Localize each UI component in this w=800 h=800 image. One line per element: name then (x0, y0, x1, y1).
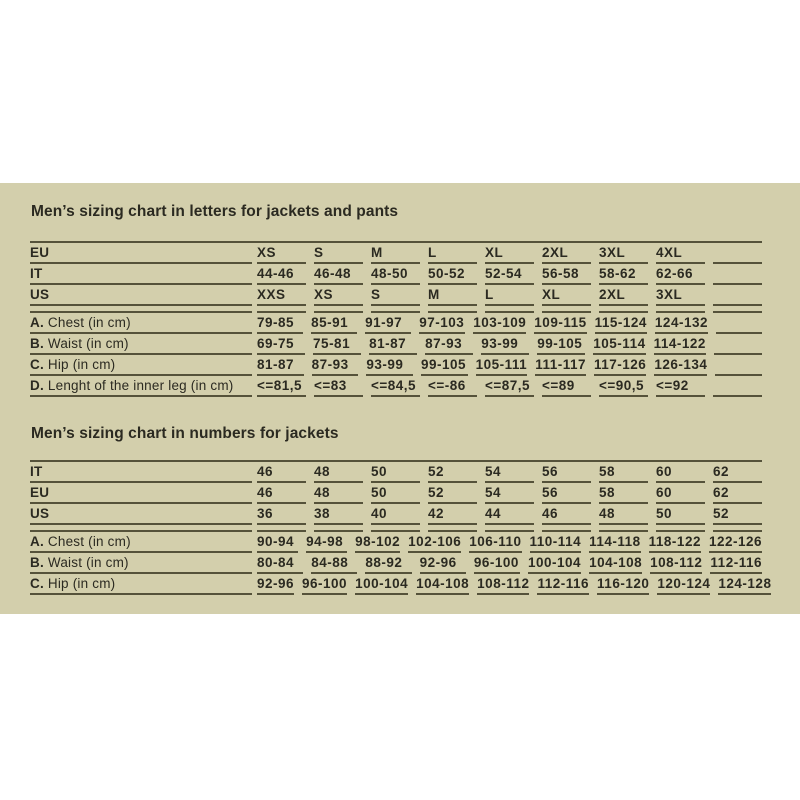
measurement-value-cell: 112-116 (537, 574, 589, 595)
measurement-value-cell: 111-117 (535, 355, 586, 376)
region-label: US (30, 504, 252, 525)
size-value-cell: 46 (542, 504, 591, 525)
size-value-cell: 54 (485, 462, 534, 483)
size-value-cell: 48 (314, 462, 363, 483)
size-value-cell: 50 (371, 462, 420, 483)
numbers-chart-title: Men’s sizing chart in numbers for jackets (31, 425, 339, 442)
size-value-cell: 50 (371, 483, 420, 504)
size-value-cell: 50 (656, 504, 705, 525)
measurement-row (30, 532, 762, 553)
measurement-value-cell: 75-81 (313, 334, 361, 355)
measurement-name: Waist (in cm) (47, 555, 129, 570)
measurement-value-cell: 93-99 (481, 334, 529, 355)
size-value-cell: XXS (257, 285, 306, 306)
measurement-label (30, 313, 252, 334)
measurement-value-cell: 112-116 (710, 553, 762, 574)
size-value-cell: L (485, 285, 534, 306)
measurement-value-cell: 92-96 (257, 574, 294, 595)
measurement-row (30, 574, 772, 595)
measurement-value-cell: 104-108 (589, 553, 642, 574)
size-value-cell: 62 (713, 483, 762, 504)
measurement-value-cell: <=89 (542, 376, 591, 397)
measurement-value-cell: 102-106 (408, 532, 461, 553)
measurement-value-cell: 108-112 (650, 553, 702, 574)
size-value-cell: M (371, 243, 420, 264)
size-value-cell: 62 (713, 462, 762, 483)
size-value-cell: XL (542, 285, 591, 306)
size-value-cell: 44-46 (257, 264, 306, 285)
measurement-letter: A. (30, 534, 44, 549)
measurement-value-cell: 94-98 (306, 532, 347, 553)
measurement-name: Hip (in cm) (47, 576, 116, 591)
measurement-value-cell: 100-104 (528, 553, 581, 574)
size-value-cell: 58-62 (599, 264, 648, 285)
size-value-cell: XS (314, 285, 363, 306)
sizing-chart-panel (0, 183, 800, 614)
size-value-cell: S (314, 243, 363, 264)
measurement-value-cell: 69-75 (257, 334, 305, 355)
measurement-value-cell: 84-88 (311, 553, 357, 574)
size-value-cell: 52 (428, 483, 477, 504)
measurement-value-cell: 88-92 (365, 553, 411, 574)
size-value-cell: 52 (713, 504, 762, 525)
measurement-value-cell: 98-102 (355, 532, 400, 553)
measurement-label (30, 376, 252, 397)
measurement-row (30, 313, 762, 334)
measurement-value-cell: 108-112 (477, 574, 529, 595)
size-code-row (30, 483, 762, 504)
size-value-cell: 58 (599, 483, 648, 504)
measurement-label (30, 355, 252, 376)
size-code-row (30, 462, 762, 483)
size-value-cell: 36 (257, 504, 306, 525)
size-value-cell: 62-66 (656, 264, 705, 285)
measurement-label (30, 574, 252, 595)
size-code-row (30, 264, 762, 285)
size-value-cell: 48 (599, 504, 648, 525)
measurement-value-cell: 110-114 (530, 532, 582, 553)
size-code-row (30, 504, 762, 525)
measurement-value-cell: 100-104 (355, 574, 408, 595)
measurement-value-cell: <=87,5 (485, 376, 534, 397)
measurement-value-cell: 87-93 (312, 355, 359, 376)
measurement-label (30, 532, 252, 553)
size-value-cell (713, 285, 762, 306)
measurement-value-cell: 114-122 (654, 334, 706, 355)
measurement-value-cell: 122-126 (709, 532, 762, 553)
measurement-value-cell: 116-120 (597, 574, 649, 595)
measurement-name: Hip (in cm) (47, 357, 116, 372)
measurement-letter: B. (30, 555, 44, 570)
measurement-value-cell: <=81,5 (257, 376, 306, 397)
measurement-value-cell (715, 355, 762, 376)
measurement-value-cell: 124-128 (718, 574, 771, 595)
measurement-value-cell: 81-87 (369, 334, 417, 355)
measurement-value-cell: 103-109 (473, 313, 526, 334)
region-label: US (30, 285, 252, 306)
size-value-cell: 3XL (656, 285, 705, 306)
measurement-value-cell: 104-108 (416, 574, 469, 595)
measurement-value-cell (713, 376, 762, 397)
measurement-name: Waist (in cm) (47, 336, 129, 351)
size-value-cell: 50-52 (428, 264, 477, 285)
measurement-value-cell: 79-85 (257, 313, 303, 334)
measurement-value-cell: 81-87 (257, 355, 304, 376)
measurement-value-cell: <=90,5 (599, 376, 648, 397)
size-value-cell: 4XL (656, 243, 705, 264)
size-value-cell: 52-54 (485, 264, 534, 285)
measurement-value-cell: <=-86 (428, 376, 477, 397)
measurement-value-cell: 109-115 (534, 313, 586, 334)
size-value-cell: 56-58 (542, 264, 591, 285)
size-value-cell (713, 243, 762, 264)
size-value-cell: 2XL (542, 243, 591, 264)
letters-chart-title: Men’s sizing chart in letters for jackets and pants (31, 203, 399, 220)
size-value-cell: 46 (257, 483, 306, 504)
size-value-cell: 54 (485, 483, 534, 504)
measurement-label (30, 334, 252, 355)
size-value-cell: 2XL (599, 285, 648, 306)
measurement-value-cell: 99-105 (421, 355, 468, 376)
size-value-cell: M (428, 285, 477, 306)
size-value-cell: 46-48 (314, 264, 363, 285)
size-value-cell: 48 (314, 483, 363, 504)
size-value-cell: 60 (656, 462, 705, 483)
size-value-cell: 44 (485, 504, 534, 525)
measurement-value-cell: 117-126 (594, 355, 646, 376)
measurement-value-cell: <=92 (656, 376, 705, 397)
size-value-cell: 52 (428, 462, 477, 483)
measurement-value-cell: 91-97 (365, 313, 411, 334)
region-label: EU (30, 243, 252, 264)
measurement-value-cell (716, 313, 762, 334)
measurement-name: Lenght of the inner leg (in cm) (47, 378, 234, 393)
size-code-row (30, 243, 762, 264)
measurement-value-cell: 120-124 (657, 574, 710, 595)
measurement-value-cell: 124-132 (655, 313, 708, 334)
size-value-cell: 48-50 (371, 264, 420, 285)
measurement-value-cell: 106-110 (469, 532, 521, 553)
measurement-letter: A. (30, 315, 44, 330)
measurement-value-cell (714, 334, 762, 355)
size-value-cell: 42 (428, 504, 477, 525)
measurement-letter: C. (30, 576, 44, 591)
measurement-value-cell: 85-91 (311, 313, 357, 334)
measurement-value-cell: 115-124 (595, 313, 647, 334)
measurement-row (30, 334, 762, 355)
measurement-value-cell: 80-84 (257, 553, 303, 574)
measurement-value-cell: 118-122 (649, 532, 701, 553)
region-label: IT (30, 264, 252, 285)
measurement-name: Chest (in cm) (47, 315, 131, 330)
measurement-name: Chest (in cm) (47, 534, 131, 549)
region-label: EU (30, 483, 252, 504)
measurement-value-cell: 105-111 (476, 355, 528, 376)
size-value-cell: 3XL (599, 243, 648, 264)
measurement-row (30, 355, 762, 376)
measurement-row (30, 376, 762, 397)
size-value-cell: XL (485, 243, 534, 264)
size-value-cell: 40 (371, 504, 420, 525)
region-label: IT (30, 462, 252, 483)
measurement-value-cell: 87-93 (425, 334, 473, 355)
size-value-cell: 38 (314, 504, 363, 525)
measurement-letter: D. (30, 378, 44, 393)
letters-sizing-table (30, 241, 762, 397)
measurement-value-cell: 93-99 (366, 355, 413, 376)
size-code-row (30, 285, 762, 306)
measurement-value-cell: 105-114 (593, 334, 645, 355)
measurement-label (30, 553, 252, 574)
measurement-letter: C. (30, 357, 44, 372)
measurement-value-cell: 97-103 (419, 313, 465, 334)
measurement-value-cell: 126-134 (654, 355, 707, 376)
measurement-letter: B. (30, 336, 44, 351)
size-value-cell: 56 (542, 483, 591, 504)
measurement-value-cell: 99-105 (537, 334, 585, 355)
measurement-value-cell: <=83 (314, 376, 363, 397)
measurement-value-cell: 96-100 (302, 574, 347, 595)
measurement-value-cell: 90-94 (257, 532, 298, 553)
size-value-cell: 58 (599, 462, 648, 483)
measurement-value-cell: 114-118 (589, 532, 641, 553)
size-value-cell: XS (257, 243, 306, 264)
numbers-sizing-table (30, 460, 772, 595)
size-value-cell: 60 (656, 483, 705, 504)
measurement-value-cell: 96-100 (474, 553, 520, 574)
measurement-value-cell: 92-96 (420, 553, 466, 574)
measurement-row (30, 553, 762, 574)
size-value-cell: 46 (257, 462, 306, 483)
size-value-cell: 56 (542, 462, 591, 483)
size-value-cell: L (428, 243, 477, 264)
size-value-cell: S (371, 285, 420, 306)
size-value-cell (713, 264, 762, 285)
measurement-value-cell: <=84,5 (371, 376, 420, 397)
